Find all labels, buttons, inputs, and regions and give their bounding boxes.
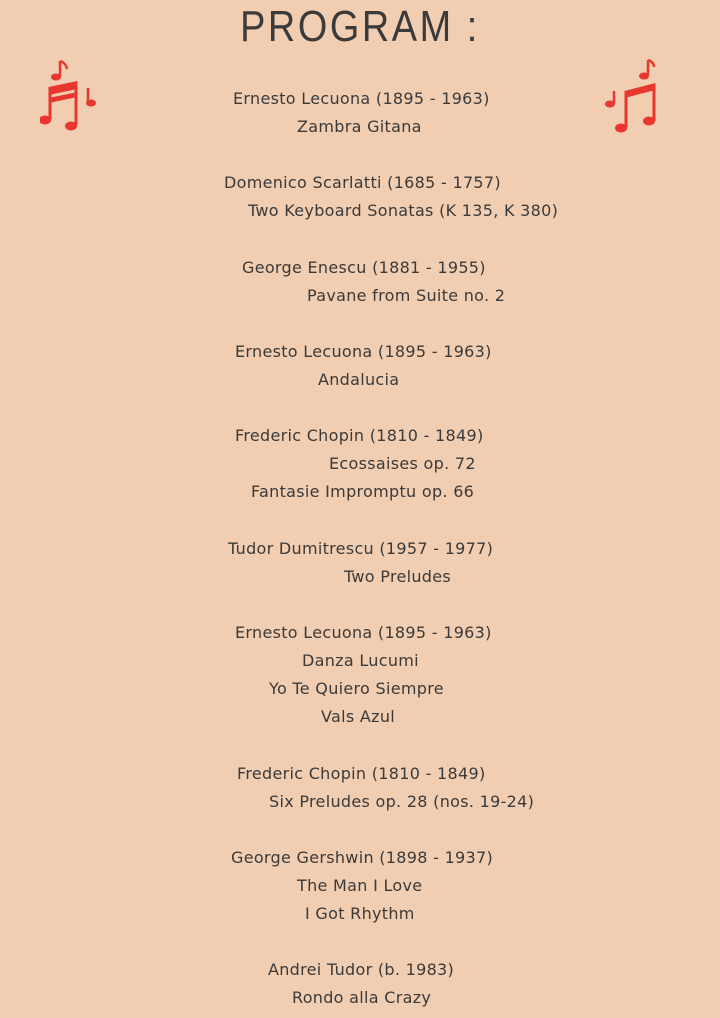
work-line: Zambra Gitana	[297, 117, 422, 136]
music-notes-icon	[40, 55, 100, 140]
composer-line: George Enescu (1881 - 1955)	[242, 258, 486, 277]
work-line: The Man I Love	[297, 876, 423, 895]
work-line: I Got Rhythm	[305, 904, 415, 923]
work-line: Ecossaises op. 72	[329, 454, 476, 473]
work-line: Two Preludes	[344, 567, 452, 586]
music-notes-icon	[602, 55, 662, 140]
work-line: Six Preludes op. 28 (nos. 19-24)	[269, 792, 535, 811]
composer-line: Frederic Chopin (1810 - 1849)	[237, 764, 486, 783]
work-line: Fantasie Impromptu op. 66	[251, 482, 475, 501]
composer-line: Domenico Scarlatti (1685 - 1757)	[224, 173, 501, 192]
composer-line: Ernesto Lecuona (1895 - 1963)	[233, 89, 490, 108]
composer-line: Andrei Tudor (b. 1983)	[268, 960, 455, 979]
work-line: Yo Te Quiero Siempre	[269, 679, 444, 698]
work-line: Two Keyboard Sonatas (K 135, K 380)	[248, 201, 559, 220]
page-title: PROGRAM :	[240, 2, 480, 51]
work-line: Pavane from Suite no. 2	[307, 286, 506, 305]
work-line: Andalucia	[318, 370, 400, 389]
composer-line: Tudor Dumitrescu (1957 - 1977)	[228, 539, 494, 558]
work-line: Vals Azul	[321, 707, 396, 726]
work-line: Danza Lucumi	[302, 651, 419, 670]
composer-line: Ernesto Lecuona (1895 - 1963)	[235, 623, 492, 642]
work-line: Rondo alla Crazy	[292, 988, 432, 1007]
composer-line: George Gershwin (1898 - 1937)	[231, 848, 494, 867]
composer-line: Ernesto Lecuona (1895 - 1963)	[235, 342, 492, 361]
composer-line: Frederic Chopin (1810 - 1849)	[235, 426, 484, 445]
